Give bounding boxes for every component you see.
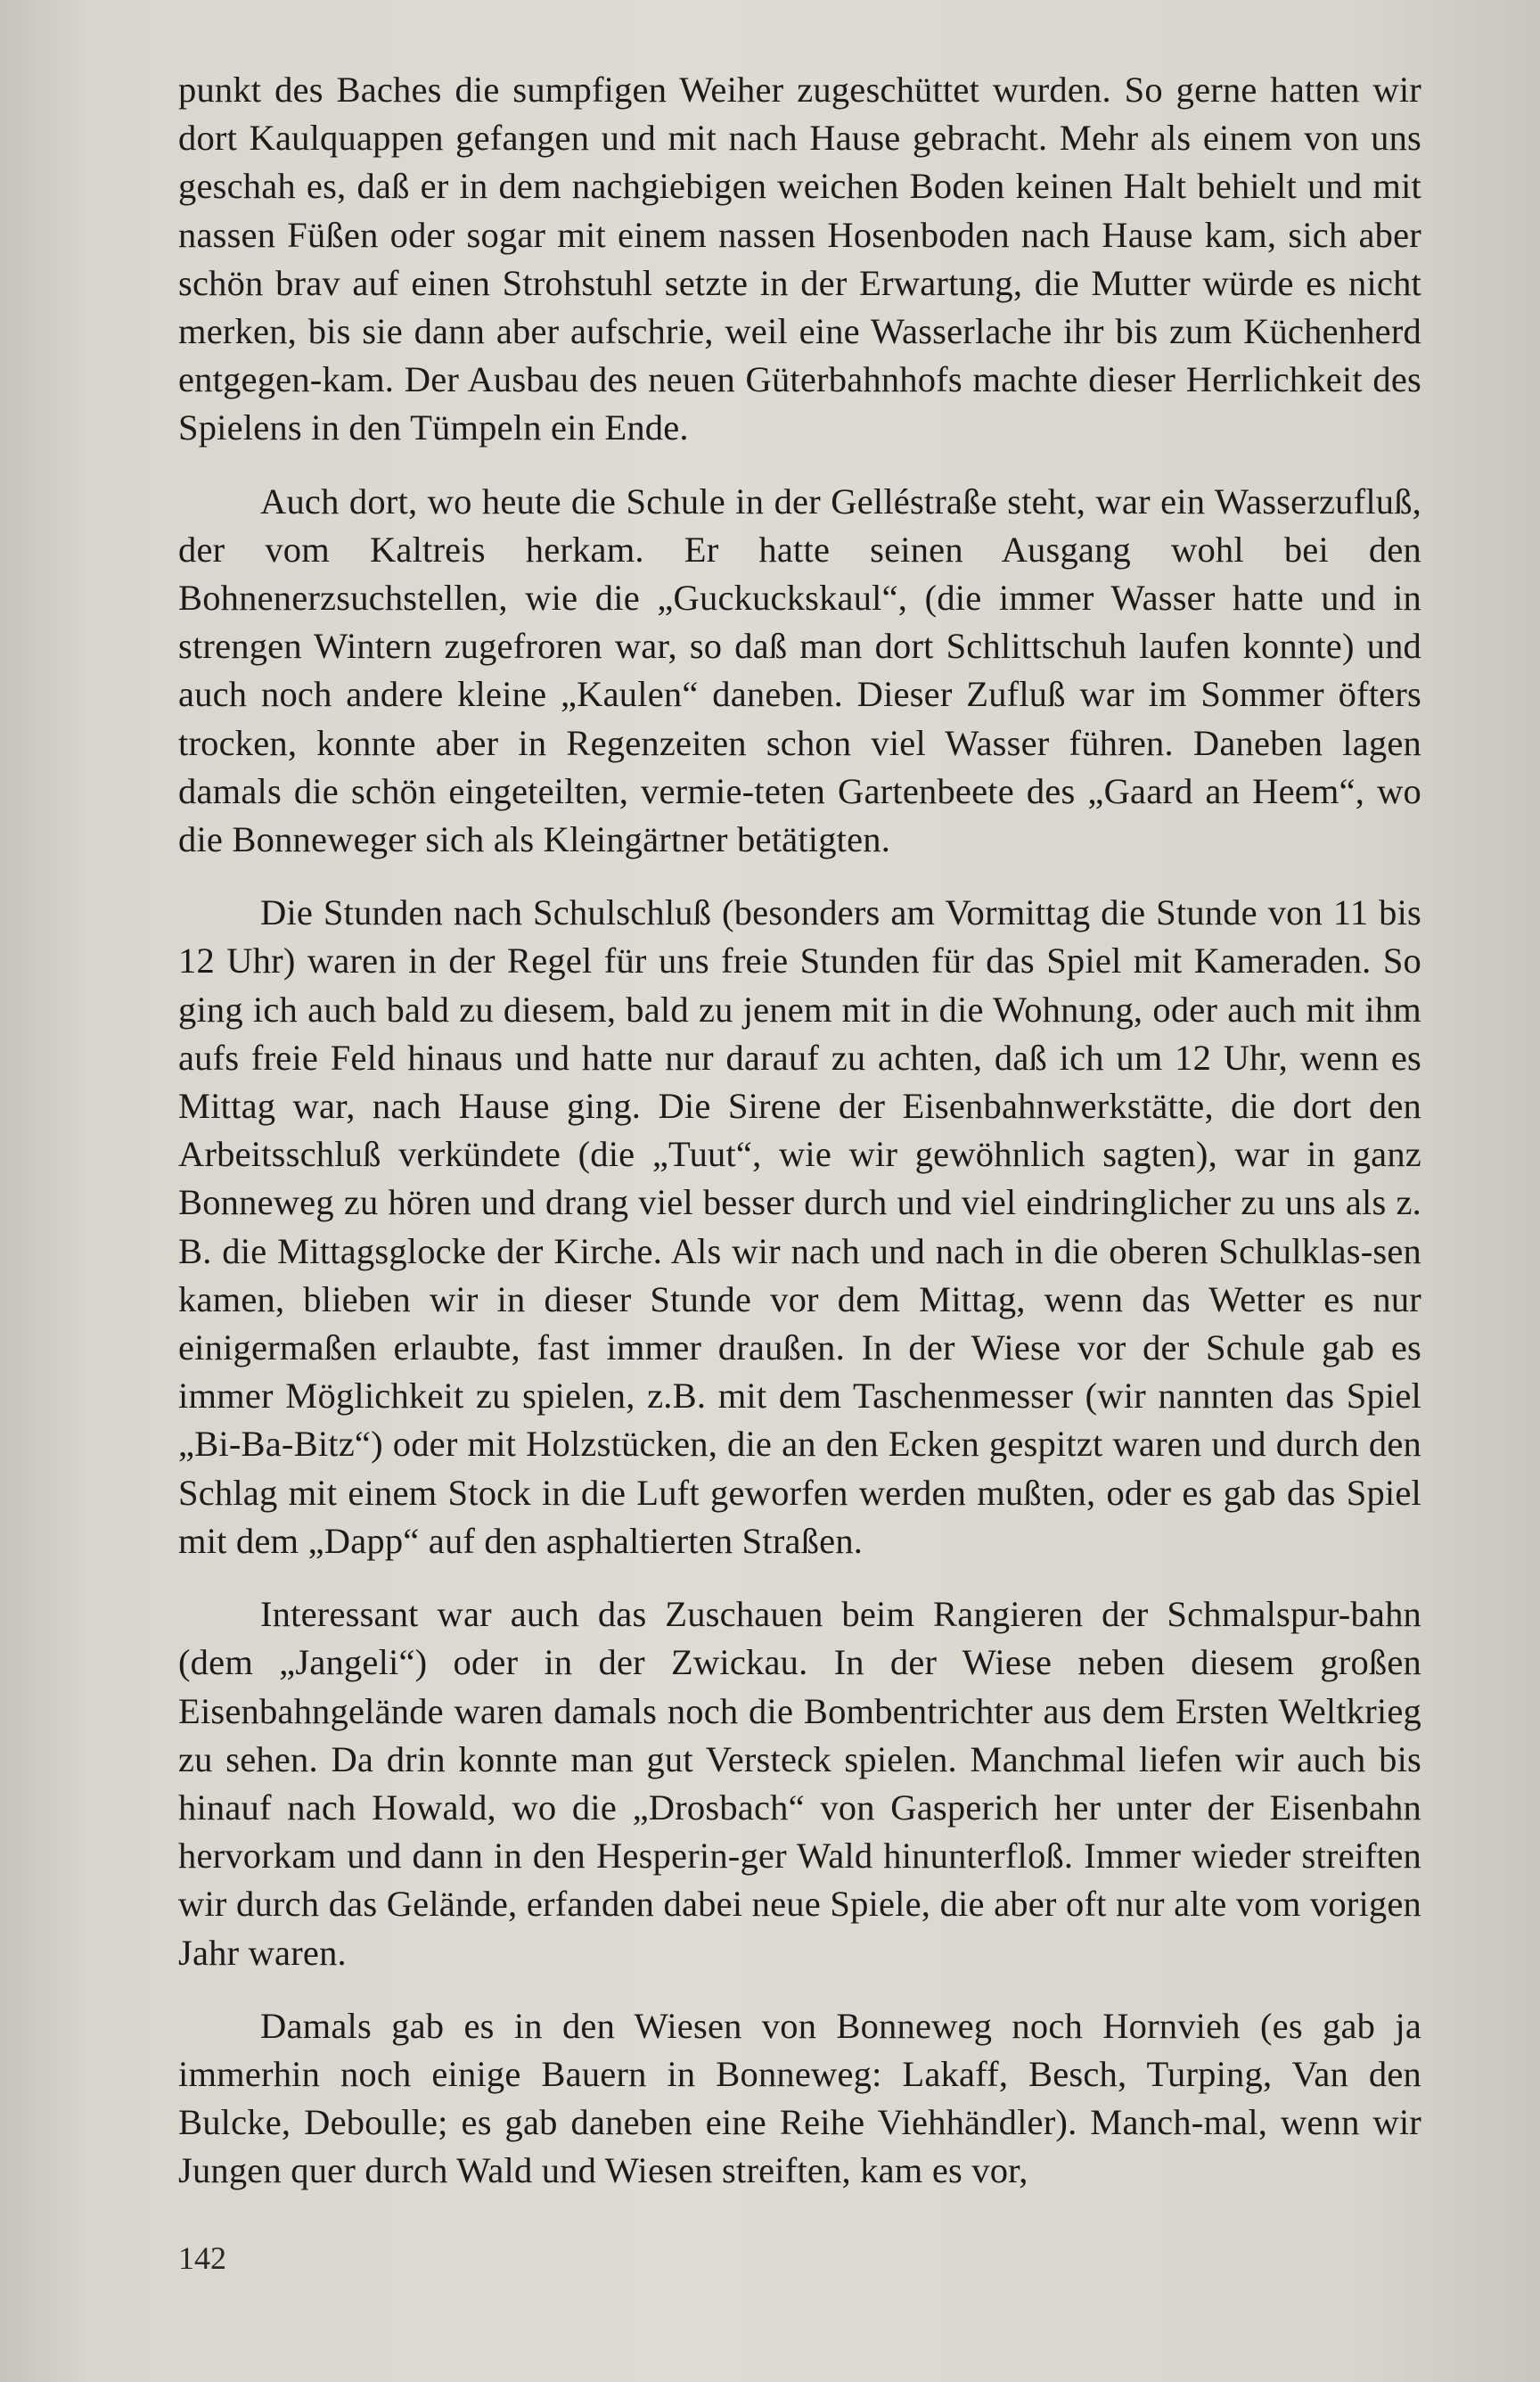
paragraph-1: punkt des Baches die sumpfigen Weiher zugeschüttet wurden. So gerne hatten wir dort Kaulquappen gefangen und mit nach Hause gebracht. Mehr als einem von uns geschah es, daß er in dem nachgiebigen weichen Boden keinen Halt behielt und mit nassen Füßen oder sogar mit einem nassen Hosenboden nach Hause kam, sich aber schön brav auf einen Strohstuhl setzte in der Erwartung, die Mutter würde es nicht merken, bis sie dann aber aufschrie, weil eine Wasserlache ihr bis zum Küchenherd entgegen-kam. Der Ausbau des neuen Güterbahnhofs machte dieser Herrlichkeit des Spielens in den Tümpeln ein Ende. — [178, 70, 1421, 448]
body-text — [178, 66, 1421, 2196]
paragraph-4: Interessant war auch das Zuschauen beim Rangieren der Schmalspur-bahn (dem „Jangeli“) oder in der Zwickau. In der Wiese neben diesem großen Eisenbahngelände waren damals noch die Bombentrichter aus dem Ersten Weltkrieg zu sehen. Da drin konnte man gut Versteck spielen. Manchmal liefen wir auch bis hinauf nach Howald, wo die „Drosbach“ von Gasperich her unter der Eisenbahn hervorkam und dann in den Hesperin-ger Wald hinunterfloß. Immer wieder streiften wir durch das Gelände, erfanden dabei neue Spiele, die aber oft nur alte vom vorigen Jahr waren. — [178, 1594, 1421, 1973]
paragraph-2: Auch dort, wo heute die Schule in der Gelléstraße steht, war ein Wasserzufluß, der vom Kaltreis herkam. Er hatte seinen Ausgang wohl bei den Bohnenerzsuchstellen, wie die „Guckuckskaul“, (die immer Wasser hatte und in strengen Wintern zugefroren war, so daß man dort Schlittschuh laufen konnte) und auch noch andere kleine „Kaulen“ daneben. Dieser Zufluß war im Sommer öfters trocken, konnte aber in Regenzeiten schon viel Wasser führen. Daneben lagen damals die schön eingeteilten, vermie-teten Gartenbeete des „Gaard an Heem“, wo die Bonneweger sich als Kleingärtner betätigten. — [178, 481, 1421, 860]
paragraph-5: Damals gab es in den Wiesen von Bonneweg noch Hornvieh (es gab ja immerhin noch einige Bauern in Bonneweg: Lakaff, Besch, Turping, Van den Bulcke, Deboulle; es gab daneben eine Reihe Viehhändler). Manch-mal, wenn wir Jungen quer durch Wald und Wiesen streiften, kam es vor, — [178, 2005, 1421, 2191]
paragraph-3: Die Stunden nach Schulschluß (besonders am Vormittag die Stunde von 11 bis 12 Uhr) waren in der Regel für uns freie Stunden für das Spiel mit Kameraden. So ging ich auch bald zu diesem, bald zu jenem mit in die Wohnung, oder auch mit ihm aufs freie Feld hinaus und hatte nur darauf zu achten, daß ich um 12 Uhr, wenn es Mittag war, nach Hause ging. Die Sirene der Eisenbahnwerkstätte, die dort den Arbeitsschluß verkündete (die „Tuut“, wie wir gewöhnlich sagten), war in ganz Bonneweg zu hören und drang viel besser durch und viel eindringlicher zu uns als z. B. die Mittagsglocke der Kirche. Als wir nach und nach in die oberen Schulklas-sen kamen, blieben wir in dieser Stunde vor dem Mittag, wenn das Wetter es nur einigermaßen erlaubte, fast immer draußen. In der Wiese vor der Schule gab es immer Möglichkeit zu spielen, z.B. mit dem Taschenmesser (wir nannten das Spiel „Bi-Ba-Bitz“) oder mit Holzstücken, die an den Ecken gespitzt waren und durch den Schlag mit einem Stock in die Luft geworfen werden mußten, oder es gab das Spiel mit dem „Dapp“ auf den asphaltierten Straßen. — [178, 892, 1421, 1561]
page-number: 142 — [178, 2240, 226, 2276]
